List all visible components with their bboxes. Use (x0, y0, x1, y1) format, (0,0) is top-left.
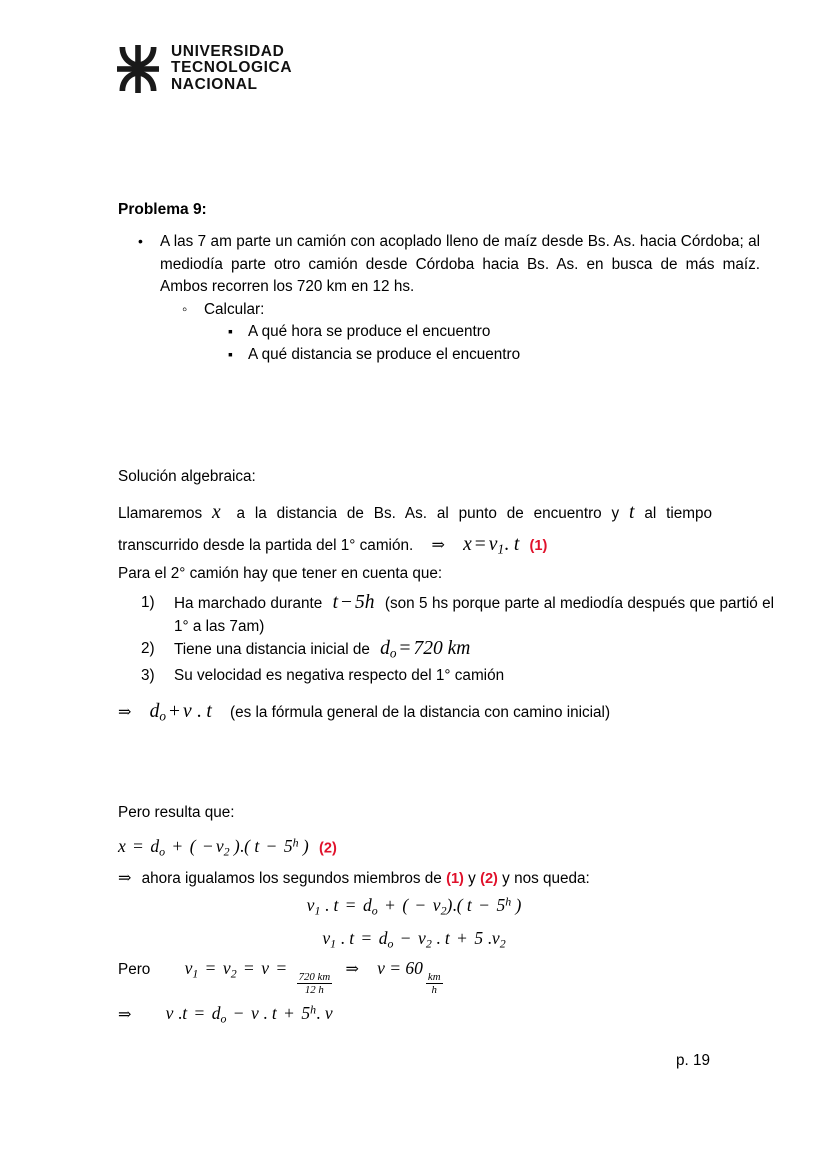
variable-t: t (629, 502, 635, 523)
logo-line-universidad: UNIVERSIDAD (171, 43, 285, 60)
question-distancia: A qué distancia se produce el encuentro (248, 345, 521, 363)
general-formula-line (118, 696, 610, 732)
variable-x: x (212, 502, 221, 523)
final-equation-math: v $.t = d_o - v$ . $t + 5^h$. v (165, 1003, 333, 1026)
calcular-list (160, 299, 760, 367)
intro-text-1: Llamaremos (118, 505, 203, 522)
centered-equation-2 (0, 928, 828, 951)
problem-statement-list (118, 231, 760, 367)
point-number-1: 1) (141, 594, 155, 611)
list-item (160, 231, 760, 367)
ahora-igualamos-line (118, 863, 590, 895)
velocity-result: v = 60 $\frac{km}{h}$ (377, 958, 441, 997)
implies-arrow: ⇒ (118, 870, 132, 887)
logo-line-nacional: NACIONAL (171, 75, 258, 93)
solution-intro-paragraph (118, 497, 712, 565)
calcular-label: Calcular: (204, 300, 265, 318)
pero-resulta-heading: Pero resulta que: (118, 804, 235, 821)
second-truck-points (118, 592, 774, 688)
velocity-equality: $v_1 = v_2 = v$ = (184, 958, 287, 981)
second-truck-heading: Para el 2° camión hay que tener en cuenta que: (118, 565, 443, 582)
question-hora: A qué hora se produce el encuentro (248, 323, 491, 341)
list-item (248, 344, 760, 367)
centered-equation-1 (0, 895, 828, 919)
list-item (141, 665, 774, 688)
point-1-text-after: (son 5 hs porque parte al mediodía después que partió el 1° a las 7am) (174, 595, 775, 635)
implies-arrow: ⇒ (431, 537, 445, 554)
velocity-fraction (294, 958, 336, 997)
problem-statement-text: A las 7 am parte un camión con acoplado lleno de maíz desde Bs. As. hacia Córdoba; al mediodía parte otro camión desde Córdoba hacia Bs. As. en busca de más maíz. Ambos recorren los 720 km en 12 hs. (160, 233, 760, 296)
velocity-label: Pero (118, 961, 151, 978)
general-formula-math: $d_o + v$ . t (149, 701, 212, 724)
fraction-denominator: 12 h (304, 984, 324, 997)
fraction-numerator: 720 km (298, 970, 331, 983)
velocity-line (118, 958, 446, 996)
utn-logo-wordmark (171, 44, 292, 93)
intro-text-3: al tiempo transcurrido desde la partida del 1° camión. (118, 505, 713, 554)
list-item (141, 592, 775, 638)
final-equation-line (118, 1000, 333, 1029)
centered-equation-1-math: $v_1$ . $t = d_o$ + ( − $v_2$).( $t - 5^h$ ) (306, 895, 522, 918)
equation-2-math: $x = d_o$ + ( − $v_2$ ).( $t - 5^h$ ) (118, 836, 309, 859)
result-fraction-numerator: km (427, 970, 441, 983)
ahora-conjunction: y (468, 870, 476, 887)
equation-1-label: (1) (529, 538, 548, 554)
ahora-text-before: ahora igualamos los segundos miembros de (141, 870, 442, 887)
list-item (248, 321, 760, 344)
implies-arrow: ⇒ (345, 961, 359, 978)
logo-line-tecnologica: TECNOLOGICA (171, 59, 293, 77)
reference-eq-2: (2) (480, 871, 498, 887)
equation-2-label: (2) (318, 840, 337, 857)
equation-2-line (118, 828, 337, 868)
list-item (204, 299, 760, 367)
equation-1: $x = v_1$. t (463, 534, 520, 557)
point-2-math: $d_o = 720$ km (380, 638, 471, 661)
centered-equation-2-math: $v_1$ . $t = d_o - v_2$ . t + 5 $.v_2$ (322, 928, 506, 951)
implies-arrow: ⇒ (118, 1006, 132, 1024)
point-1-text-before: Ha marchado durante (174, 595, 323, 612)
point-number-2: 2) (141, 640, 155, 658)
ahora-text-after: y nos queda: (502, 870, 590, 887)
result-fraction-denominator: h (431, 984, 437, 997)
utn-isologo-icon (117, 45, 159, 93)
point-1-math: t − 5h (332, 592, 375, 613)
intro-text-2: a la distancia de Bs. As. al punto de encuentro y (236, 505, 620, 522)
questions-list (204, 321, 760, 366)
solution-heading: Solución algebraica: (118, 468, 256, 485)
point-2-text-before: Tiene una distancia inicial de (174, 641, 370, 659)
page-number-footer: p. 19 (675, 1052, 710, 1069)
point-number-3: 3) (141, 667, 155, 685)
problem-title: Problema 9: (118, 201, 207, 218)
list-item (141, 638, 774, 665)
implies-arrow: ⇒ (118, 704, 132, 721)
reference-eq-1: (1) (446, 871, 464, 887)
utn-logo (117, 44, 292, 93)
point-3-text: Su velocidad es negativa respecto del 1° camión (174, 667, 505, 685)
general-formula-note: (es la fórmula general de la distancia con camino inicial) (229, 704, 611, 721)
